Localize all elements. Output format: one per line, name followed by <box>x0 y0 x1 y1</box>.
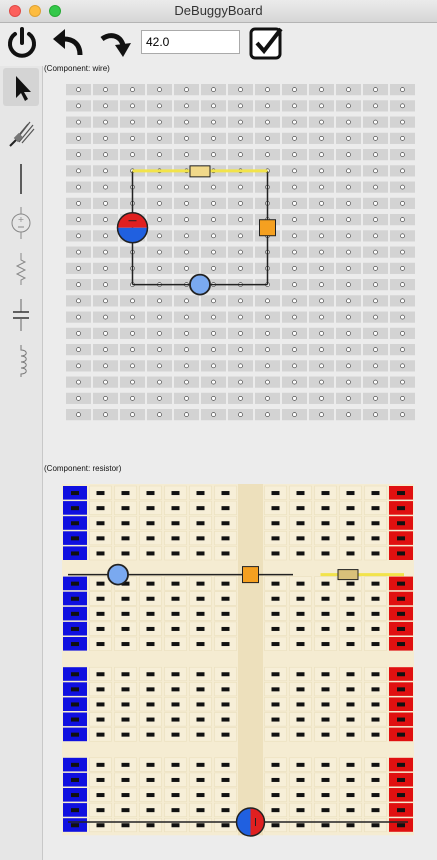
schematic-node <box>320 120 324 124</box>
schematic-node <box>104 218 108 222</box>
schematic-node <box>320 283 324 287</box>
schematic-node <box>266 380 270 384</box>
schematic-node <box>374 396 378 400</box>
schematic-node <box>374 185 378 189</box>
schematic-node <box>320 396 324 400</box>
schematic-node <box>185 185 189 189</box>
schematic-node <box>374 364 378 368</box>
schematic-node <box>293 413 297 417</box>
schematic-node <box>212 201 216 205</box>
schematic-node <box>374 380 378 384</box>
schematic-node <box>131 88 135 92</box>
schematic-node <box>158 364 162 368</box>
schematic-node <box>212 88 216 92</box>
schematic-node <box>347 396 351 400</box>
schematic-node <box>212 185 216 189</box>
schematic-node <box>158 88 162 92</box>
schematic-node <box>239 299 243 303</box>
schematic-node <box>185 120 189 124</box>
schematic-node <box>212 364 216 368</box>
schematic-node <box>266 413 270 417</box>
schematic-node <box>131 348 135 352</box>
schematic-node <box>401 315 405 319</box>
schematic-node <box>104 136 108 140</box>
schematic-node <box>293 120 297 124</box>
schematic-node <box>239 120 243 124</box>
schematic-resistor <box>190 166 210 177</box>
schematic-node <box>401 348 405 352</box>
schematic-node <box>347 380 351 384</box>
schematic-node <box>266 396 270 400</box>
schematic-node <box>104 201 108 205</box>
schematic-node <box>374 331 378 335</box>
schematic-node <box>401 201 405 205</box>
schematic-node <box>212 136 216 140</box>
schematic-node <box>77 331 81 335</box>
schematic-node <box>77 266 81 270</box>
schematic-node <box>374 136 378 140</box>
schematic-node <box>320 201 324 205</box>
schematic-node <box>77 185 81 189</box>
schematic-node <box>185 331 189 335</box>
schematic-node <box>77 348 81 352</box>
schematic-node <box>347 88 351 92</box>
schematic-node <box>401 266 405 270</box>
schematic-node <box>401 234 405 238</box>
schematic-node <box>347 299 351 303</box>
schematic-node <box>104 364 108 368</box>
schematic-node <box>320 413 324 417</box>
schematic-node <box>320 315 324 319</box>
schematic-caption: (Component: wire) <box>44 64 110 73</box>
schematic-node <box>158 299 162 303</box>
schematic-node <box>77 218 81 222</box>
schematic-node <box>320 218 324 222</box>
schematic-node <box>266 348 270 352</box>
schematic-node <box>347 120 351 124</box>
schematic-node <box>347 234 351 238</box>
schematic-node <box>320 185 324 189</box>
schematic-node <box>158 348 162 352</box>
schematic-node <box>239 315 243 319</box>
schematic-node <box>320 299 324 303</box>
schematic-node <box>401 88 405 92</box>
schematic-node <box>374 104 378 108</box>
schematic-node <box>293 169 297 173</box>
schematic-node <box>239 364 243 368</box>
schematic-node <box>131 331 135 335</box>
schematic-node <box>239 136 243 140</box>
schematic-node <box>131 120 135 124</box>
breadboard-caption: (Component: resistor) <box>44 464 122 473</box>
schematic-node <box>212 380 216 384</box>
schematic-node <box>212 266 216 270</box>
schematic-node <box>104 396 108 400</box>
schematic-node <box>347 185 351 189</box>
schematic-node <box>185 348 189 352</box>
schematic-node <box>77 120 81 124</box>
schematic-node <box>401 120 405 124</box>
schematic-node <box>104 234 108 238</box>
schematic-node <box>347 348 351 352</box>
schematic-node <box>158 315 162 319</box>
schematic-node <box>320 234 324 238</box>
schematic-node <box>185 104 189 108</box>
schematic-node <box>212 396 216 400</box>
schematic-node <box>320 364 324 368</box>
schematic-node <box>77 413 81 417</box>
svg-text:+: + <box>17 215 25 224</box>
schematic-node <box>239 88 243 92</box>
schematic-node <box>293 396 297 400</box>
schematic-node <box>212 218 216 222</box>
schematic-node <box>185 364 189 368</box>
schematic-node <box>266 153 270 157</box>
schematic-node <box>239 266 243 270</box>
schematic-node <box>158 185 162 189</box>
schematic-node <box>293 266 297 270</box>
schematic-node <box>185 315 189 319</box>
schematic-node <box>77 250 81 254</box>
schematic-node <box>131 364 135 368</box>
schematic-node <box>77 315 81 319</box>
schematic-node <box>401 299 405 303</box>
schematic-node <box>77 153 81 157</box>
schematic-node <box>374 169 378 173</box>
schematic-node <box>293 283 297 287</box>
schematic-node <box>77 380 81 384</box>
schematic-node <box>77 104 81 108</box>
schematic-node <box>374 413 378 417</box>
schematic-node <box>185 234 189 238</box>
schematic-node <box>185 299 189 303</box>
schematic-node <box>293 250 297 254</box>
schematic-node <box>374 234 378 238</box>
schematic-node <box>131 104 135 108</box>
schematic-node <box>104 299 108 303</box>
schematic-node <box>293 185 297 189</box>
schematic-node <box>185 413 189 417</box>
window-title: DeBuggyBoard <box>174 3 263 18</box>
schematic-node <box>77 88 81 92</box>
schematic-node <box>293 153 297 157</box>
schematic-node <box>374 283 378 287</box>
schematic-node <box>401 185 405 189</box>
schematic-node <box>104 88 108 92</box>
schematic-node <box>239 396 243 400</box>
schematic-node <box>320 153 324 157</box>
schematic-node <box>401 364 405 368</box>
schematic-node <box>347 283 351 287</box>
schematic-node <box>293 88 297 92</box>
schematic-node <box>374 266 378 270</box>
schematic-node <box>239 153 243 157</box>
schematic-node <box>131 396 135 400</box>
schematic-node <box>212 120 216 124</box>
schematic-node <box>293 201 297 205</box>
schematic-node <box>212 153 216 157</box>
schematic-node <box>104 283 108 287</box>
schematic-node <box>401 283 405 287</box>
schematic-node <box>158 250 162 254</box>
schematic-node <box>158 201 162 205</box>
schematic-node <box>239 331 243 335</box>
schematic-capacitor <box>260 220 276 236</box>
schematic-node <box>158 331 162 335</box>
schematic-node <box>185 380 189 384</box>
schematic-node <box>239 380 243 384</box>
schematic-node <box>239 201 243 205</box>
schematic-node <box>131 380 135 384</box>
schematic-node <box>401 396 405 400</box>
schematic-node <box>158 413 162 417</box>
schematic-node <box>77 283 81 287</box>
schematic-node <box>185 218 189 222</box>
schematic-node <box>158 396 162 400</box>
schematic-node <box>158 218 162 222</box>
schematic-node <box>104 104 108 108</box>
schematic-node <box>212 299 216 303</box>
schematic-node <box>104 348 108 352</box>
schematic-node <box>347 153 351 157</box>
schematic-node <box>185 266 189 270</box>
schematic-node <box>212 331 216 335</box>
schematic-node <box>185 153 189 157</box>
schematic-node <box>212 234 216 238</box>
schematic-node <box>401 250 405 254</box>
schematic-node <box>347 331 351 335</box>
schematic-node <box>266 120 270 124</box>
schematic-node <box>374 299 378 303</box>
schematic-node <box>266 104 270 108</box>
schematic-node <box>158 104 162 108</box>
schematic-node <box>320 88 324 92</box>
schematic-node <box>293 299 297 303</box>
schematic-node <box>293 364 297 368</box>
schematic-node <box>131 413 135 417</box>
schematic-node <box>158 153 162 157</box>
schematic-node <box>347 201 351 205</box>
schematic-node <box>266 299 270 303</box>
schematic-node <box>401 136 405 140</box>
schematic-node <box>347 413 351 417</box>
schematic-node <box>347 136 351 140</box>
schematic-node <box>401 380 405 384</box>
schematic-node <box>293 234 297 238</box>
schematic-node <box>347 266 351 270</box>
schematic-node <box>347 169 351 173</box>
schematic-node <box>401 218 405 222</box>
schematic-node <box>212 315 216 319</box>
schematic-node <box>401 413 405 417</box>
schematic-node <box>104 413 108 417</box>
schematic-node <box>347 250 351 254</box>
schematic-node <box>374 153 378 157</box>
schematic-node <box>131 315 135 319</box>
schematic-node <box>320 331 324 335</box>
schematic-node <box>185 201 189 205</box>
schematic-node <box>185 250 189 254</box>
schematic-node <box>212 104 216 108</box>
schematic-node <box>131 299 135 303</box>
schematic-node <box>77 364 81 368</box>
schematic-node <box>212 348 216 352</box>
schematic-node <box>77 396 81 400</box>
schematic-node <box>266 315 270 319</box>
schematic-node <box>131 153 135 157</box>
schematic-node <box>320 136 324 140</box>
schematic-node <box>374 88 378 92</box>
schematic-node <box>185 136 189 140</box>
schematic-node <box>104 315 108 319</box>
schematic-node <box>374 201 378 205</box>
schematic-node <box>266 364 270 368</box>
schematic-node <box>77 234 81 238</box>
schematic-node <box>77 169 81 173</box>
schematic-node <box>347 364 351 368</box>
schematic-node <box>185 88 189 92</box>
schematic-node <box>239 413 243 417</box>
schematic-node <box>347 104 351 108</box>
schematic-node <box>212 413 216 417</box>
schematic-node <box>104 331 108 335</box>
schematic-node <box>320 169 324 173</box>
schematic-node <box>293 348 297 352</box>
schematic-node <box>266 88 270 92</box>
schematic-node <box>239 185 243 189</box>
schematic-node <box>293 331 297 335</box>
schematic-node <box>320 348 324 352</box>
schematic-node <box>77 299 81 303</box>
schematic-node <box>104 120 108 124</box>
schematic-node <box>158 136 162 140</box>
schematic-node <box>401 153 405 157</box>
schematic-node <box>158 266 162 270</box>
schematic-node <box>104 185 108 189</box>
schematic-inductor <box>190 275 210 295</box>
schematic-node <box>374 348 378 352</box>
schematic-node <box>347 218 351 222</box>
schematic-node <box>374 120 378 124</box>
schematic-node <box>293 315 297 319</box>
schematic-node <box>158 234 162 238</box>
schematic-node <box>158 120 162 124</box>
schematic-node <box>77 201 81 205</box>
schematic-node <box>77 136 81 140</box>
schematic-node <box>239 348 243 352</box>
schematic-node <box>320 104 324 108</box>
schematic-node <box>104 153 108 157</box>
schematic-node <box>185 396 189 400</box>
schematic-node <box>131 136 135 140</box>
schematic-node <box>293 218 297 222</box>
schematic-node <box>401 169 405 173</box>
schematic-node <box>320 380 324 384</box>
schematic-node <box>239 218 243 222</box>
schematic-node <box>104 169 108 173</box>
schematic-node <box>104 250 108 254</box>
schematic-node <box>293 380 297 384</box>
schematic-node <box>293 104 297 108</box>
schematic-node <box>239 104 243 108</box>
schematic-node <box>374 250 378 254</box>
schematic-node <box>374 315 378 319</box>
schematic-node <box>158 380 162 384</box>
schematic-node <box>320 266 324 270</box>
schematic-node <box>239 234 243 238</box>
schematic-node <box>401 331 405 335</box>
schematic-node <box>104 266 108 270</box>
schematic-node <box>374 218 378 222</box>
schematic-node <box>266 331 270 335</box>
schematic-node <box>212 250 216 254</box>
schematic-node <box>266 136 270 140</box>
schematic-node <box>104 380 108 384</box>
schematic-node <box>347 315 351 319</box>
schematic-node <box>401 104 405 108</box>
schematic-node <box>239 250 243 254</box>
schematic-node <box>293 136 297 140</box>
schematic-node <box>320 250 324 254</box>
